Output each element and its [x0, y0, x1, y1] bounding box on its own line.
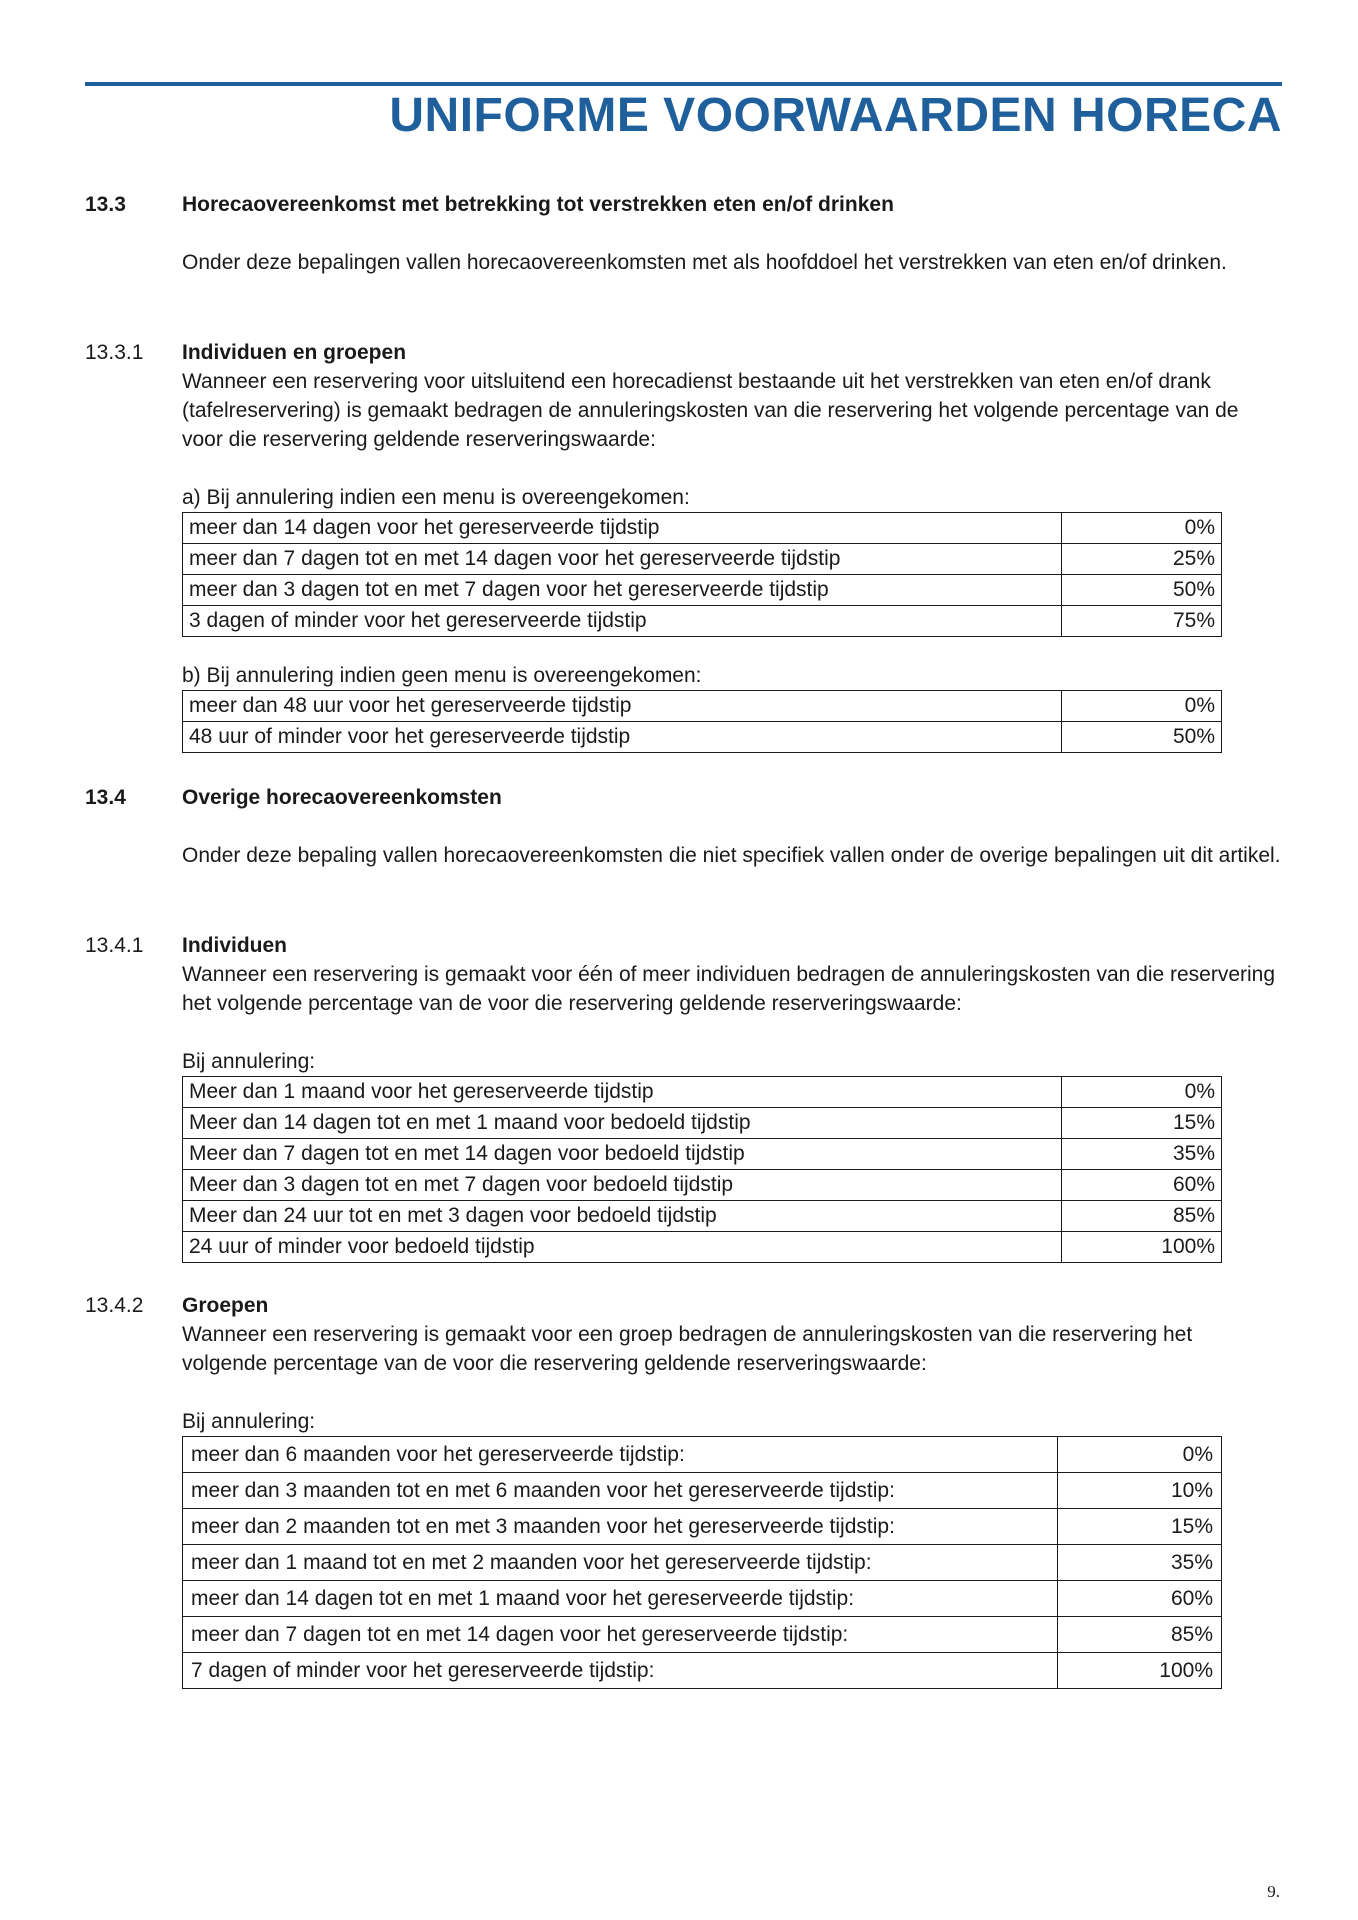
document-title: UNIFORME VOORWAARDEN HORECA [389, 89, 1282, 142]
section-intro: Onder deze bepalingen vallen horecaovereenkomsten met als hoofddoel het verstrekken van eten en/of drinken. [182, 251, 1227, 274]
rates-table-groups [182, 1436, 1222, 1689]
row-percentage: 50% [1062, 722, 1222, 753]
row-percentage: 35% [1058, 1545, 1222, 1581]
row-label: 3 dagen of minder voor het gereserveerde tijdstip [183, 606, 1062, 637]
rates-table-individuals [182, 1076, 1222, 1263]
row-label: meer dan 3 maanden tot en met 6 maanden voor het gereserveerde tijdstip: [183, 1473, 1058, 1509]
row-label: meer dan 2 maanden tot en met 3 maanden voor het gereserveerde tijdstip: [183, 1509, 1058, 1545]
rates-table-menu [182, 512, 1222, 637]
section-number: 13.3 [85, 193, 126, 216]
table-row [183, 513, 1222, 544]
table-row [183, 1139, 1222, 1170]
table-row [183, 606, 1222, 637]
table-caption: Bij annulering: [182, 1050, 316, 1073]
table-row [183, 1545, 1222, 1581]
table-row [183, 691, 1222, 722]
section-heading: Individuen [182, 934, 287, 957]
section-13-3 [85, 190, 1282, 277]
section-number: 13.4.1 [85, 934, 144, 957]
row-label: 48 uur of minder voor het gereserveerde tijdstip [183, 722, 1062, 753]
table-caption: a) Bij annulering indien een menu is overeengekomen: [182, 486, 690, 509]
table-row [183, 1437, 1222, 1473]
table-row [183, 544, 1222, 575]
row-percentage: 0% [1058, 1437, 1222, 1473]
row-percentage: 0% [1062, 691, 1222, 722]
table-row [183, 1473, 1222, 1509]
section-number: 13.3.1 [85, 341, 144, 364]
section-heading: Overige horecaovereenkomsten [182, 786, 502, 809]
row-percentage: 75% [1062, 606, 1222, 637]
section-heading: Groepen [182, 1294, 269, 1317]
table-row [183, 1653, 1222, 1689]
row-percentage: 60% [1062, 1170, 1222, 1201]
table-caption: b) Bij annulering indien geen menu is overeengekomen: [182, 664, 702, 687]
row-label: meer dan 6 maanden voor het gereserveerde tijdstip: [183, 1437, 1058, 1473]
row-label: meer dan 14 dagen tot en met 1 maand voor het gereserveerde tijdstip: [183, 1581, 1058, 1617]
row-label: Meer dan 7 dagen tot en met 14 dagen voor bedoeld tijdstip [183, 1139, 1062, 1170]
section-text: Wanneer een reservering is gemaakt voor één of meer individuen bedragen de annuleringskosten van die reservering het volgende percentage van de voor die reservering geldende reserveringswaarde: [182, 963, 1276, 1015]
section-13-4-2 [85, 1291, 1282, 1689]
section-13-4 [85, 783, 1282, 870]
table-row [183, 1170, 1222, 1201]
table-row [183, 1509, 1222, 1545]
row-percentage: 25% [1062, 544, 1222, 575]
row-percentage: 85% [1062, 1201, 1222, 1232]
section-intro: Onder deze bepaling vallen horecaovereenkomsten die niet specifiek vallen onder de overige bepalingen uit dit artikel. [182, 844, 1281, 867]
row-label: meer dan 3 dagen tot en met 7 dagen voor het gereserveerde tijdstip [183, 575, 1062, 606]
table-row [183, 575, 1222, 606]
page-number: 9. [1267, 1882, 1280, 1901]
row-percentage: 85% [1058, 1617, 1222, 1653]
section-heading: Horecaovereenkomst met betrekking tot verstrekken eten en/of drinken [182, 193, 894, 216]
table-row [183, 1077, 1222, 1108]
row-label: meer dan 7 dagen tot en met 14 dagen voor het gereserveerde tijdstip: [183, 1617, 1058, 1653]
row-label: Meer dan 24 uur tot en met 3 dagen voor bedoeld tijdstip [183, 1201, 1062, 1232]
table-row [183, 1232, 1222, 1263]
row-label: meer dan 1 maand tot en met 2 maanden voor het gereserveerde tijdstip: [183, 1545, 1058, 1581]
table-row [183, 1617, 1222, 1653]
row-label: 7 dagen of minder voor het gereserveerde tijdstip: [183, 1653, 1058, 1689]
row-percentage: 10% [1058, 1473, 1222, 1509]
table-row [183, 722, 1222, 753]
row-percentage: 100% [1058, 1653, 1222, 1689]
row-percentage: 0% [1062, 513, 1222, 544]
section-13-3-1 [85, 338, 1282, 753]
row-percentage: 15% [1058, 1509, 1222, 1545]
section-number: 13.4.2 [85, 1294, 144, 1317]
row-percentage: 0% [1062, 1077, 1222, 1108]
row-percentage: 35% [1062, 1139, 1222, 1170]
table-row [183, 1201, 1222, 1232]
row-percentage: 60% [1058, 1581, 1222, 1617]
row-percentage: 15% [1062, 1108, 1222, 1139]
row-label: Meer dan 1 maand voor het gereserveerde tijdstip [183, 1077, 1062, 1108]
row-label: Meer dan 3 dagen tot en met 7 dagen voor bedoeld tijdstip [183, 1170, 1062, 1201]
table-row [183, 1108, 1222, 1139]
table-row [183, 1581, 1222, 1617]
row-label: 24 uur of minder voor bedoeld tijdstip [183, 1232, 1062, 1263]
rates-table-no-menu [182, 690, 1222, 753]
row-label: meer dan 48 uur voor het gereserveerde tijdstip [183, 691, 1062, 722]
row-label: meer dan 7 dagen tot en met 14 dagen voor het gereserveerde tijdstip [183, 544, 1062, 575]
header-rule [85, 82, 1282, 86]
section-text: Wanneer een reservering voor uitsluitend een horecadienst bestaande uit het verstrekken van eten en/of drank (tafelreservering) is gemaakt bedragen de annuleringskosten van die reservering het volgende percentage van de voor die reservering geldende reserveringswaarde: [182, 370, 1239, 451]
row-label: meer dan 14 dagen voor het gereserveerde tijdstip [183, 513, 1062, 544]
section-13-4-1 [85, 931, 1282, 1263]
section-text: Wanneer een reservering is gemaakt voor een groep bedragen de annuleringskosten van die reservering het volgende percentage van de voor die reservering geldende reserveringswaarde: [182, 1323, 1193, 1375]
section-heading: Individuen en groepen [182, 341, 407, 364]
row-label: Meer dan 14 dagen tot en met 1 maand voor bedoeld tijdstip [183, 1108, 1062, 1139]
row-percentage: 50% [1062, 575, 1222, 606]
row-percentage: 100% [1062, 1232, 1222, 1263]
table-caption: Bij annulering: [182, 1410, 316, 1433]
section-number: 13.4 [85, 786, 126, 809]
